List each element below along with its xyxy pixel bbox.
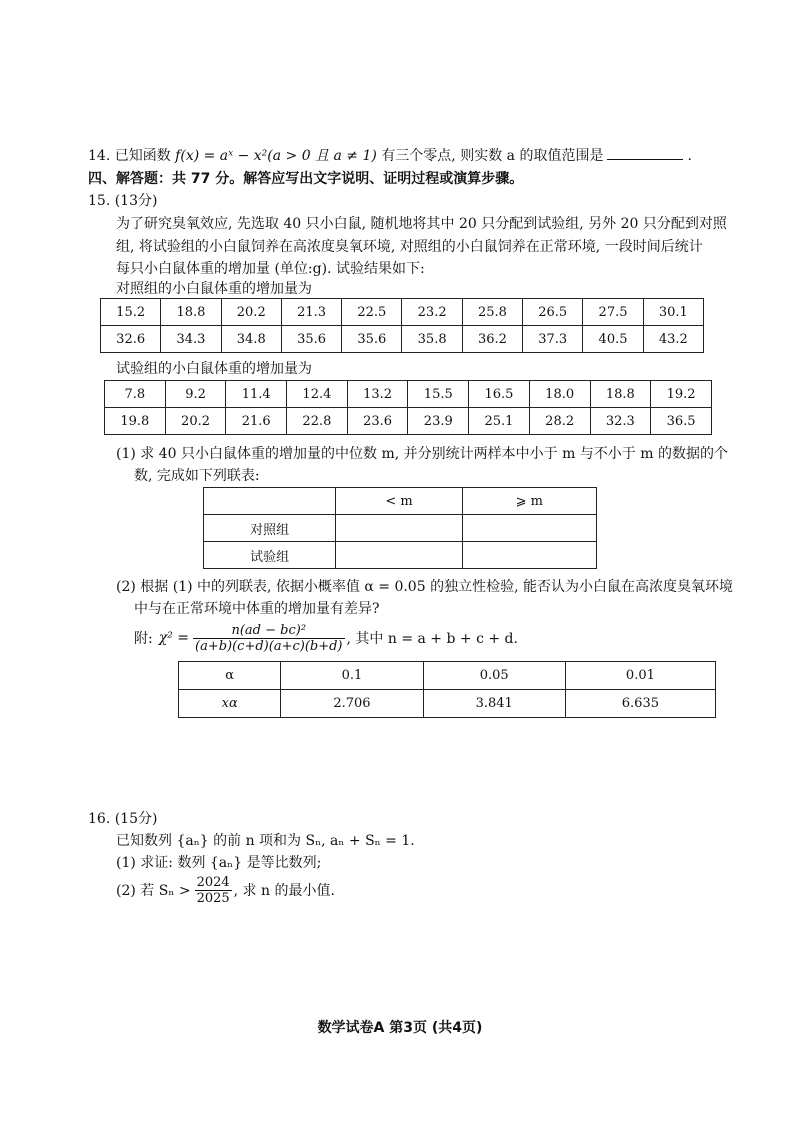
contingency-corner xyxy=(204,488,336,515)
test-row-cell: 22.8 xyxy=(287,408,348,435)
contingency-cell xyxy=(462,515,596,542)
alpha-value: 0.01 xyxy=(565,662,715,690)
control-row-cell: 36.2 xyxy=(462,326,522,353)
test-row-cell: 32.3 xyxy=(590,408,651,435)
test-row-cell: 25.1 xyxy=(469,408,530,435)
q15-part1-line1: (1) 求 40 只小白鼠体重的增加量的中位数 m, 并分别统计两样本中小于 m 与不小于 m 的数据的个 xyxy=(116,446,728,462)
q16-frac-den: 2025 xyxy=(196,890,230,906)
q15-part2-line2: 中与在正常环境中体重的增加量有差异? xyxy=(134,601,380,617)
chi-square-formula xyxy=(134,618,518,658)
control-row-cell: 30.1 xyxy=(643,299,703,326)
critical-value-table xyxy=(178,661,716,718)
test-row-cell: 23.6 xyxy=(347,408,408,435)
q16-number: 16. (15分) xyxy=(88,811,158,827)
test-caption: 试验组的小白鼠体重的增加量为 xyxy=(116,361,312,377)
chi-fraction xyxy=(193,623,345,654)
test-row-cell: 16.5 xyxy=(469,381,530,408)
q15-para-line3: 每只小白鼠体重的增加量 (单位:g). 试验结果如下: xyxy=(116,261,425,277)
control-caption: 对照组的小白鼠体重的增加量为 xyxy=(116,281,312,297)
q15-part1-line2: 数, 完成如下列联表: xyxy=(134,468,260,484)
test-row-row xyxy=(105,408,712,435)
chi-denominator: (a+b)(c+d)(a+c)(b+d) xyxy=(195,638,343,654)
alpha-value: 0.1 xyxy=(281,662,423,690)
q14-end: . xyxy=(687,148,692,164)
q16-line3-prefix: (2) 若 Sₙ > xyxy=(116,883,191,899)
x-alpha-label: xα xyxy=(179,690,281,718)
test-row-cell: 20.2 xyxy=(165,408,226,435)
contingency-row-test xyxy=(204,542,597,569)
control-row-row xyxy=(101,299,704,326)
test-row-cell: 18.8 xyxy=(590,381,651,408)
contingency-row-control xyxy=(204,515,597,542)
control-row-cell: 26.5 xyxy=(523,299,583,326)
contingency-cell xyxy=(462,542,596,569)
q15-number: 15. (13分) xyxy=(88,193,158,209)
test-row-cell: 7.8 xyxy=(105,381,166,408)
alpha-label: α xyxy=(179,662,281,690)
test-row-cell: 21.6 xyxy=(226,408,287,435)
test-row-cell: 36.5 xyxy=(651,408,712,435)
q14-text-before: 已知函数 xyxy=(114,148,171,164)
test-row-cell: 28.2 xyxy=(529,408,590,435)
test-row-cell: 18.0 xyxy=(529,381,590,408)
control-row-cell: 25.8 xyxy=(462,299,522,326)
control-row-cell: 37.3 xyxy=(523,326,583,353)
control-row-row xyxy=(101,326,704,353)
control-row-cell: 20.2 xyxy=(221,299,281,326)
q16-line3-suffix: , 求 n 的最小值. xyxy=(233,883,335,899)
x-alpha-value: 3.841 xyxy=(423,690,565,718)
control-row-cell: 18.8 xyxy=(161,299,221,326)
contingency-row-label: 对照组 xyxy=(204,515,336,542)
q14-formula: f(x) = aˣ − x²(a > 0 且 a ≠ 1) xyxy=(175,148,377,164)
control-data-table xyxy=(100,298,704,353)
chi-lhs: χ² = xyxy=(158,630,189,646)
q15-para-line1: 为了研究臭氧效应, 先选取 40 只小白鼠, 随机地将其中 20 只分配到试验组, 另外 20 只分配到对照 xyxy=(116,216,727,232)
test-row-cell: 23.9 xyxy=(408,408,469,435)
q15-part2-line1: (2) 根据 (1) 中的列联表, 依据小概率值 α = 0.05 的独立性检验, 能否认为小白鼠在高浓度臭氧环境 xyxy=(116,579,733,595)
contingency-header-less: < m xyxy=(336,488,462,515)
x-alpha-row xyxy=(179,690,716,718)
chi-numerator: n(ad − bc)² xyxy=(193,623,345,639)
contingency-table xyxy=(203,487,597,569)
control-row-cell: 40.5 xyxy=(583,326,643,353)
section-4-title: 四、解答题：共 77 分。解答应写出文字说明、证明过程或演算步骤。 xyxy=(88,171,524,187)
q16-line1: 已知数列 {aₙ} 的前 n 项和为 Sₙ, aₙ + Sₙ = 1. xyxy=(116,833,415,849)
q16-line3 xyxy=(116,870,335,910)
chi-tail: , 其中 n = a + b + c + d. xyxy=(346,631,518,647)
q14-text-after: 有三个零点, 则实数 a 的取值范围是 xyxy=(381,148,604,164)
page-footer: 数学试卷A 第3页 (共4页) xyxy=(317,1020,483,1036)
control-row-cell: 35.6 xyxy=(342,326,402,353)
test-row-cell: 19.8 xyxy=(105,408,166,435)
appendix-label: 附: xyxy=(134,631,153,647)
q15-para-line2: 组, 将试验组的小白鼠饲养在高浓度臭氧环境, 对照组的小白鼠饲养在正常环境, 一段时间后统计 xyxy=(116,239,703,255)
control-row-cell: 43.2 xyxy=(643,326,703,353)
q16-line2: (1) 求证: 数列 {aₙ} 是等比数列; xyxy=(116,855,322,871)
control-row-cell: 35.6 xyxy=(281,326,341,353)
control-row-cell: 34.3 xyxy=(161,326,221,353)
test-row-cell: 19.2 xyxy=(651,381,712,408)
contingency-cell xyxy=(336,542,462,569)
alpha-row xyxy=(179,662,716,690)
control-row-cell: 34.8 xyxy=(221,326,281,353)
test-row-cell: 11.4 xyxy=(226,381,287,408)
test-row-row xyxy=(105,381,712,408)
q14-answer-blank xyxy=(607,147,683,160)
q16-fraction xyxy=(195,875,232,906)
contingency-header-row xyxy=(204,488,597,515)
control-row-cell: 35.8 xyxy=(402,326,462,353)
question-14 xyxy=(88,145,692,165)
test-row-cell: 12.4 xyxy=(287,381,348,408)
q16-frac-num: 2024 xyxy=(196,874,230,890)
alpha-value: 0.05 xyxy=(423,662,565,690)
x-alpha-value: 2.706 xyxy=(281,690,423,718)
control-row-cell: 27.5 xyxy=(583,299,643,326)
control-row-cell: 21.3 xyxy=(281,299,341,326)
control-row-cell: 23.2 xyxy=(402,299,462,326)
control-row-cell: 22.5 xyxy=(342,299,402,326)
test-data-table xyxy=(104,380,712,435)
contingency-row-label: 试验组 xyxy=(204,542,336,569)
contingency-cell xyxy=(336,515,462,542)
control-row-cell: 15.2 xyxy=(101,299,161,326)
q14-number: 14. xyxy=(88,148,111,164)
test-row-cell: 15.5 xyxy=(408,381,469,408)
contingency-header-geq: ⩾ m xyxy=(462,488,596,515)
control-row-cell: 32.6 xyxy=(101,326,161,353)
test-row-cell: 9.2 xyxy=(165,381,226,408)
test-row-cell: 13.2 xyxy=(347,381,408,408)
x-alpha-value: 6.635 xyxy=(565,690,715,718)
